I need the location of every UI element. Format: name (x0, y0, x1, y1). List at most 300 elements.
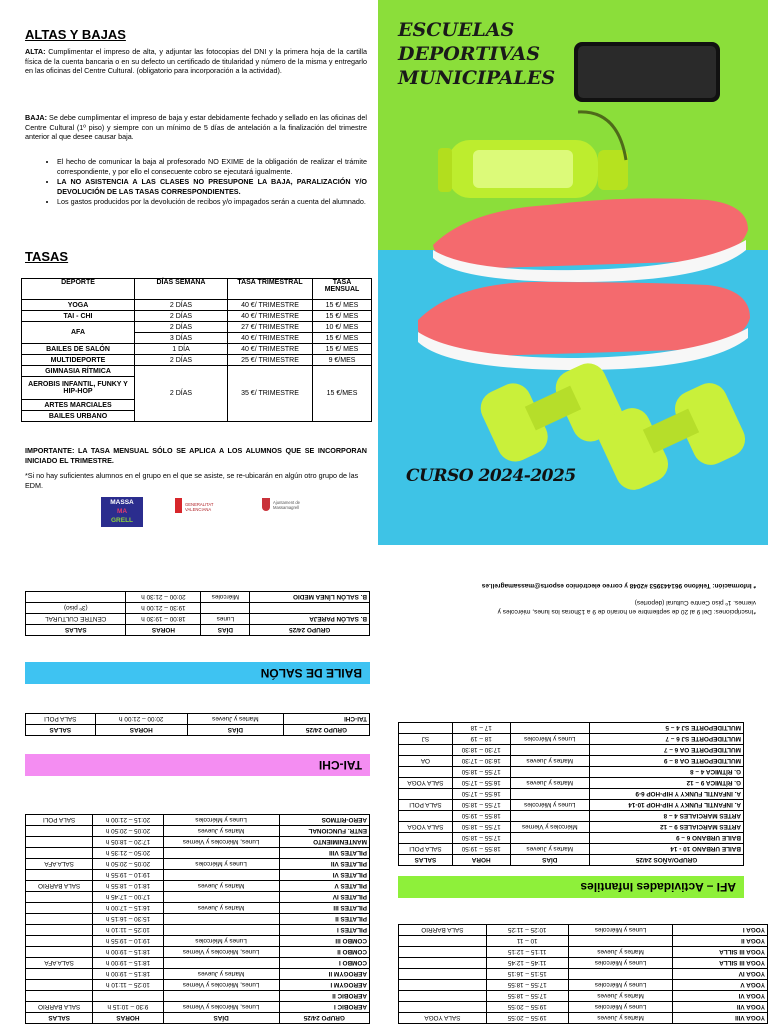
baja-text: Se debe cumplimentar el impreso de baja y estar debidamente fechado y sellado en las oficinas del Centre Cultural (1º piso) y siempre con un mínimo de 5 días de antelación a la finalización del trimestre anterior al que desee causar baja. (25, 113, 368, 142)
table-row (26, 892, 370, 903)
table-row (22, 300, 372, 311)
cell: TAI - CHI (22, 311, 135, 322)
cell: 20:05 – 20:50 h (93, 859, 163, 870)
col-header: GRUPO/AÑOS 24/25 (589, 855, 743, 866)
cell: Lunes y Miércoles (568, 980, 673, 991)
cell: PILATES II (279, 914, 369, 925)
cell: SALA POLI (26, 714, 96, 725)
table-row (26, 859, 370, 870)
cell: ENTR. FUNCIONAL (279, 826, 369, 837)
poster-title (398, 18, 555, 90)
cell: 40 €/ TRIMESTRE (228, 333, 313, 344)
cell: SALA BARRIO (26, 1002, 93, 1013)
cell: AEROGYM II (279, 969, 369, 980)
cell: AEROBIS INFANTIL, FUNKY Y HIP-HOP (22, 377, 135, 400)
cell: 35 €/ TRIMESTRE (228, 366, 313, 422)
cell (510, 811, 589, 822)
table-row (26, 603, 370, 614)
table-row (26, 991, 370, 1002)
cell: MULTIDEPORTE OA 6 – 7 (589, 745, 743, 756)
info-line: viernes. 1º piso Centre Cultural (deportes) (634, 599, 756, 606)
cell: SALA YOGA (399, 1013, 487, 1024)
table-row (26, 936, 370, 947)
col-header: DÍAS SEMANA (135, 279, 228, 300)
cell (163, 925, 279, 936)
cell: Lunes y Miércoles (163, 815, 279, 826)
col-header: HORAS (126, 625, 201, 636)
altas-title: ALTAS Y BAJAS (25, 27, 126, 42)
logo-text: GRELL (110, 517, 134, 524)
cell: 20:05 – 20:50 h (93, 826, 163, 837)
cell (399, 947, 487, 958)
logo-text: GENERALITAT (185, 502, 214, 507)
table-row (399, 1013, 768, 1024)
cell: OA (399, 756, 453, 767)
poster (378, 0, 768, 545)
cell: 40 €/ TRIMESTRE (228, 344, 313, 355)
cell (163, 958, 279, 969)
table-row (399, 844, 744, 855)
cell: SALA BARRIO (26, 881, 93, 892)
cell: 2 DÍAS (135, 311, 228, 322)
cell: 2 DÍAS (135, 366, 228, 422)
col-header: SALAS (26, 1013, 93, 1024)
cell: YOGA VII (673, 1002, 768, 1013)
cell (399, 958, 487, 969)
cell (399, 723, 453, 734)
col-header: HORA (452, 855, 510, 866)
cell: YOGA VI (673, 991, 768, 1002)
cell: 27 €/ TRIMESTRE (228, 322, 313, 333)
baja-label: BAJA: (25, 113, 47, 122)
baile-table (25, 591, 370, 636)
cell: YOGA III SILLA (673, 947, 768, 958)
poster-title-line: DEPORTIVAS (398, 43, 541, 65)
cell: SALA AFA (26, 958, 93, 969)
cell (510, 745, 589, 756)
infantil-body (399, 723, 744, 855)
table-header-row (26, 625, 370, 636)
logo-text: VALENCIANA (185, 507, 212, 512)
col-header: SALAS (26, 725, 96, 736)
cell: 20:00 – 21:30 h (126, 592, 201, 603)
table-row (399, 925, 768, 936)
cell (26, 903, 93, 914)
cell: 9 €/MES (313, 355, 372, 366)
table-row (22, 311, 372, 322)
cell (399, 833, 453, 844)
cell (510, 767, 589, 778)
table-header-row (26, 725, 370, 736)
table-row (399, 723, 744, 734)
cell: 20:50 – 21:35 h (93, 848, 163, 859)
col-header: DEPORTE (22, 279, 135, 300)
cell: 15:15 – 16:15 (486, 969, 568, 980)
cell: SALA YOGA (399, 778, 453, 789)
cell: MULTIDEPORTE (22, 355, 135, 366)
cell: 16:55 – 17:50 (452, 778, 510, 789)
bullet-item: • El hecho de comunicar la baja al profesorado NO EXIME de la obligación de realizar el trámite correspondiente, y por ello el consecuente cobro se ejecutará igualmente. (57, 157, 367, 176)
cell: 15 €/MES (313, 366, 372, 422)
cell: YOGA III SILLA (673, 958, 768, 969)
cell: PILATES I (279, 925, 369, 936)
cell: 17:55 – 18:50 (452, 800, 510, 811)
col-header: DÍAS (187, 725, 283, 736)
table-row (26, 826, 370, 837)
tasas-title: TASAS (25, 249, 69, 264)
cell (163, 892, 279, 903)
col-header: GRUPO 24/25 (283, 725, 369, 736)
cell (26, 936, 93, 947)
cell: Lunes y Miércoles (510, 800, 589, 811)
cell: COMBO III (279, 936, 369, 947)
cell: YOGA I (673, 925, 768, 936)
col-header: DÍAS (163, 1013, 279, 1024)
table-row (26, 614, 370, 625)
poster-title-line: MUNICIPALES (398, 67, 556, 89)
table-row (399, 1002, 768, 1013)
cell: BAILES DE SALÓN (22, 344, 135, 355)
cell (399, 767, 453, 778)
alta-text: Cumplimentar el impreso de alta, y adjuntar las fotocopias del DNI y la primera hoja de la cartilla física de la cuenta bancaria o en su defecto un certificado de titularidad y número de la misma y entregarlo en las oficinas del Centre Cultural. (obligatorio para incorporación a la actividad). (25, 47, 367, 76)
cell: Lunes, Miércoles y Viernes (163, 947, 279, 958)
cell: 19:55 – 20:55 (486, 1002, 568, 1013)
table-header-row (26, 1013, 370, 1024)
dumbbell-icon (592, 377, 751, 496)
cell: 19:10 – 19:55 h (93, 870, 163, 881)
cell (93, 991, 163, 1002)
poster-title-line: ESCUELAS (398, 19, 515, 41)
cell: PILATES VII (279, 859, 369, 870)
cell (250, 603, 370, 614)
col-header: TASA MENSUAL (313, 279, 372, 300)
cell: Martes y Jueves (187, 714, 283, 725)
cell: Lunes y Miércoles (510, 734, 589, 745)
col-header: HORAS (93, 1013, 163, 1024)
afi-band: AFI – Actividades Infantiles (398, 876, 744, 898)
ajuntament-shield (262, 498, 270, 511)
cell (26, 848, 93, 859)
cell: 2 DÍAS (135, 300, 228, 311)
cell (201, 603, 250, 614)
cell: TAI-CHI (283, 714, 369, 725)
cell: 11:45 – 12:45 (486, 958, 568, 969)
table-row (26, 714, 370, 725)
cell: 20:15 – 21:00 h (93, 815, 163, 826)
info-line: * Información: Teléfono 961443953 #2048 y correo electrónico esports@massamagrell.es (481, 582, 756, 589)
cell: SJ (399, 734, 453, 745)
cell (26, 826, 93, 837)
cell: SALA POLI (399, 800, 453, 811)
cell: 17:55 – 18:50 (452, 767, 510, 778)
cell: COMBO I (279, 958, 369, 969)
cell: A. INFANTIL FUNKY Y HIP-HOP 6-9 (589, 789, 743, 800)
cell: 18:15 – 19:00 h (93, 947, 163, 958)
cell: YOGA VIII (673, 1013, 768, 1024)
table-row (399, 833, 744, 844)
table-row (26, 837, 370, 848)
cell (568, 936, 673, 947)
cell (26, 914, 93, 925)
table-row (399, 778, 744, 789)
table-row (399, 991, 768, 1002)
fees-table (21, 278, 372, 422)
cell: 17:30 – 18:30 (452, 745, 510, 756)
col-header: TASA TRIMESTRAL (228, 279, 313, 300)
cell: BAILE URBANO 10 - 14 (589, 844, 743, 855)
logo-text: Massamagrell (273, 505, 300, 510)
table-row (26, 1002, 370, 1013)
cell: 15 €/ MES (313, 333, 372, 344)
cell: 10:25 – 11:10 h (93, 980, 163, 991)
inscription-info (396, 581, 756, 616)
cell: Lunes, Miércoles y Viernes (163, 1002, 279, 1013)
cell: SALA BARRIO (399, 925, 487, 936)
col-header: DÍAS (510, 855, 589, 866)
alta-label: ALTA: (25, 47, 46, 56)
table-row (399, 958, 768, 969)
cell: 40 €/ TRIMESTRE (228, 311, 313, 322)
table-row (26, 914, 370, 925)
cell: Lunes y Miércoles (163, 936, 279, 947)
cell: PILATES III (279, 903, 369, 914)
cell: 18:00 – 19:30 h (126, 614, 201, 625)
col-header: SALAS (399, 855, 453, 866)
cell (26, 870, 93, 881)
cell: CENTRE CULTURAL (26, 614, 127, 625)
cell: Martes y Jueves (163, 826, 279, 837)
cell: BAILE URBANO 6 – 9 (589, 833, 743, 844)
cell: Martes y Jueves (163, 969, 279, 980)
table-row (399, 969, 768, 980)
table-row (399, 756, 744, 767)
cell: Martes y Jueves (510, 844, 589, 855)
cell: 18:10 – 18:55 h (93, 881, 163, 892)
cell: 2 DÍAS (135, 322, 228, 333)
cell (399, 745, 453, 756)
cell (163, 991, 279, 1002)
cell: 18:55 – 19:50 (452, 811, 510, 822)
cell (26, 947, 93, 958)
cell (163, 914, 279, 925)
table-row (399, 800, 744, 811)
taichi-band: TAI-CHI (25, 754, 370, 776)
cell: 17:55 – 18:55 (486, 991, 568, 1002)
cell: ARTES MARCIALES (22, 400, 135, 411)
cell: 18:15 – 19:00 h (93, 958, 163, 969)
cell (399, 980, 487, 991)
afa-body (26, 815, 370, 1013)
logo-text: Ajuntament de (273, 500, 301, 505)
taichi-table (25, 713, 370, 736)
cell: GIMNASIA RÍTMICA (22, 366, 135, 377)
table-row (26, 870, 370, 881)
table-row (399, 745, 744, 756)
cell: 19:30 – 21:00 h (126, 603, 201, 614)
cell: 10:25 – 11:25 (486, 925, 568, 936)
logo-text: MA (116, 508, 128, 515)
baja-bullets (43, 157, 367, 208)
cell: SALA POLI (26, 815, 93, 826)
cell: AEROBIC I (279, 1002, 369, 1013)
cell: BAILES URBANO (22, 411, 135, 422)
cell: SALA POLI (399, 844, 453, 855)
cell (510, 833, 589, 844)
cell (399, 811, 453, 822)
cell: 15:30 – 16:15 h (93, 914, 163, 925)
cell (399, 991, 487, 1002)
cell: G. RÍTMICA 4 – 8 (589, 767, 743, 778)
col-header: DÍAS (201, 625, 250, 636)
col-header: SALAS (26, 625, 127, 636)
cell: Martes y Jueves (510, 778, 589, 789)
cell: YOGA V (673, 980, 768, 991)
cell (26, 969, 93, 980)
cell: SALA YOGA (399, 822, 453, 833)
cell: 40 €/ TRIMESTRE (228, 300, 313, 311)
infantil-table (398, 722, 744, 866)
cell: Martes y Jueves (568, 947, 673, 958)
cell: 19:10 – 19:55 h (93, 936, 163, 947)
col-header: GRUPO 24/25 (250, 625, 370, 636)
cell (26, 837, 93, 848)
table-row (26, 969, 370, 980)
bullet-item: • Los gastos producidos por la devolución de recibos y/o impagados serán a cuenta del alumnado. (57, 197, 367, 207)
table-row (26, 903, 370, 914)
cell: (3º piso) (26, 603, 127, 614)
table-row (399, 947, 768, 958)
cell: 2 DÍAS (135, 355, 228, 366)
sneaker-icon (433, 198, 748, 282)
cell: Martes y Jueves (568, 991, 673, 1002)
cell: 25 €/ TRIMESTRE (228, 355, 313, 366)
cell: Lunes y Miércoles (163, 859, 279, 870)
cell (399, 969, 487, 980)
cell: Martes y Jueves (568, 1013, 673, 1024)
cell: PILATES VI (279, 870, 369, 881)
cell (163, 848, 279, 859)
cell: 17 – 18 (452, 723, 510, 734)
cell: Miércoles y Viernes (510, 822, 589, 833)
table-row (26, 947, 370, 958)
important-note: IMPORTANTE: LA TASA MENSUAL SÓLO SE APLICA A LOS ALUMNOS QUE SE INCORPORAN INICIADO EL TRIMESTRE. (25, 446, 367, 465)
sneaker-icon (418, 282, 750, 370)
table-row (22, 355, 372, 366)
cell: YOGA II (673, 936, 768, 947)
cell: YOGA IV (673, 969, 768, 980)
table-header-row (22, 279, 372, 300)
generalitat-emblem (175, 498, 182, 513)
cell (399, 1002, 487, 1013)
cell: 10 €/ MES (313, 322, 372, 333)
table-row (26, 925, 370, 936)
ajuntament-logo (262, 497, 318, 517)
cell: MANTENIMIENTO (279, 837, 369, 848)
info-panel (0, 0, 378, 545)
cell: Lunes y Miércoles (568, 958, 673, 969)
cell: Lunes, Miércoles y Viernes (163, 837, 279, 848)
alta-paragraph (25, 47, 367, 76)
cell: YOGA (22, 300, 135, 311)
col-header: GRUPO 24/25 (279, 1013, 369, 1024)
cell: 3 DÍAS (135, 333, 228, 344)
cell (163, 870, 279, 881)
table-row (399, 767, 744, 778)
water-bottle-icon (438, 112, 628, 198)
cell: AERO-RITMOS (279, 815, 369, 826)
table-row (26, 848, 370, 859)
baile-band: BAILE DE SALÓN (25, 662, 370, 684)
cell (510, 789, 589, 800)
cell: B. SALÓN PAREJA (250, 614, 370, 625)
phone-icon (574, 42, 720, 102)
cell (26, 592, 127, 603)
cell: Lunes y Miércoles (568, 1002, 673, 1013)
table-row (26, 881, 370, 892)
bullet-item: • LA NO ASISTENCIA A LAS CLASES NO PRESUPONE LA BAJA, PARALIZACIÓN Y/O DEVOLUCIÓN DE LAS TASAS CORRESPONDIENTES. (57, 177, 367, 196)
table-row (26, 980, 370, 991)
cell: 20:00 – 21:00 h (95, 714, 187, 725)
cell: G. RÍTMICA 9 – 12 (589, 778, 743, 789)
cell: Lunes y Miércoles (568, 925, 673, 936)
cell (26, 980, 93, 991)
cell: 17:55 – 18:55 (486, 980, 568, 991)
cell: 15 €/ MES (313, 311, 372, 322)
cell: Martes y Jueves (163, 903, 279, 914)
generalitat-logo (175, 497, 223, 517)
table-row (399, 980, 768, 991)
cell: AEROGYM I (279, 980, 369, 991)
table-row (399, 822, 744, 833)
cell: A. INFANTIL FUNKY Y HIP-HOP 10-14 (589, 800, 743, 811)
cell: Lunes (201, 614, 250, 625)
cell (26, 991, 93, 1002)
cell: 16:15 – 17:00 h (93, 903, 163, 914)
table-row (26, 815, 370, 826)
cell: 17:20 – 18:05 h (93, 837, 163, 848)
table-row (399, 811, 744, 822)
baja-paragraph (25, 113, 367, 142)
cell: Martes y Jueves (163, 881, 279, 892)
cell: PILATES IV (279, 892, 369, 903)
cell: ARTES MARCIALES 4 – 8 (589, 811, 743, 822)
table-row (22, 366, 372, 377)
cell: 15 €/ MES (313, 344, 372, 355)
table-row (26, 958, 370, 969)
cell: PILATES VIII (279, 848, 369, 859)
table-row (399, 789, 744, 800)
cell (26, 892, 93, 903)
cell: 18 – 19 (452, 734, 510, 745)
cell (568, 969, 673, 980)
cell: 17:00 – 17:45 h (93, 892, 163, 903)
info-line: *Inscripciones: Del 9 al 20 de septiembre en horario de 9 a 13horas los lunes, miércoles y (497, 608, 756, 615)
cell: 9:30 – 10:15 h (93, 1002, 163, 1013)
cell: 1 DÍA (135, 344, 228, 355)
cell: COMBO II (279, 947, 369, 958)
cell: PILATES V (279, 881, 369, 892)
table-row (399, 936, 768, 947)
schedule-page (0, 560, 768, 1024)
table-row (22, 344, 372, 355)
col-header: HORAS (95, 725, 187, 736)
cell: MULTIDEPORTE SJ 6 – 7 (589, 734, 743, 745)
cell: 18:55 – 19:50 (452, 844, 510, 855)
cell (399, 789, 453, 800)
yoga-table (398, 924, 768, 1024)
cell: MULTIDEPORTE SJ 4 – 5 (589, 723, 743, 734)
cell: 17:55 – 18:50 (452, 822, 510, 833)
